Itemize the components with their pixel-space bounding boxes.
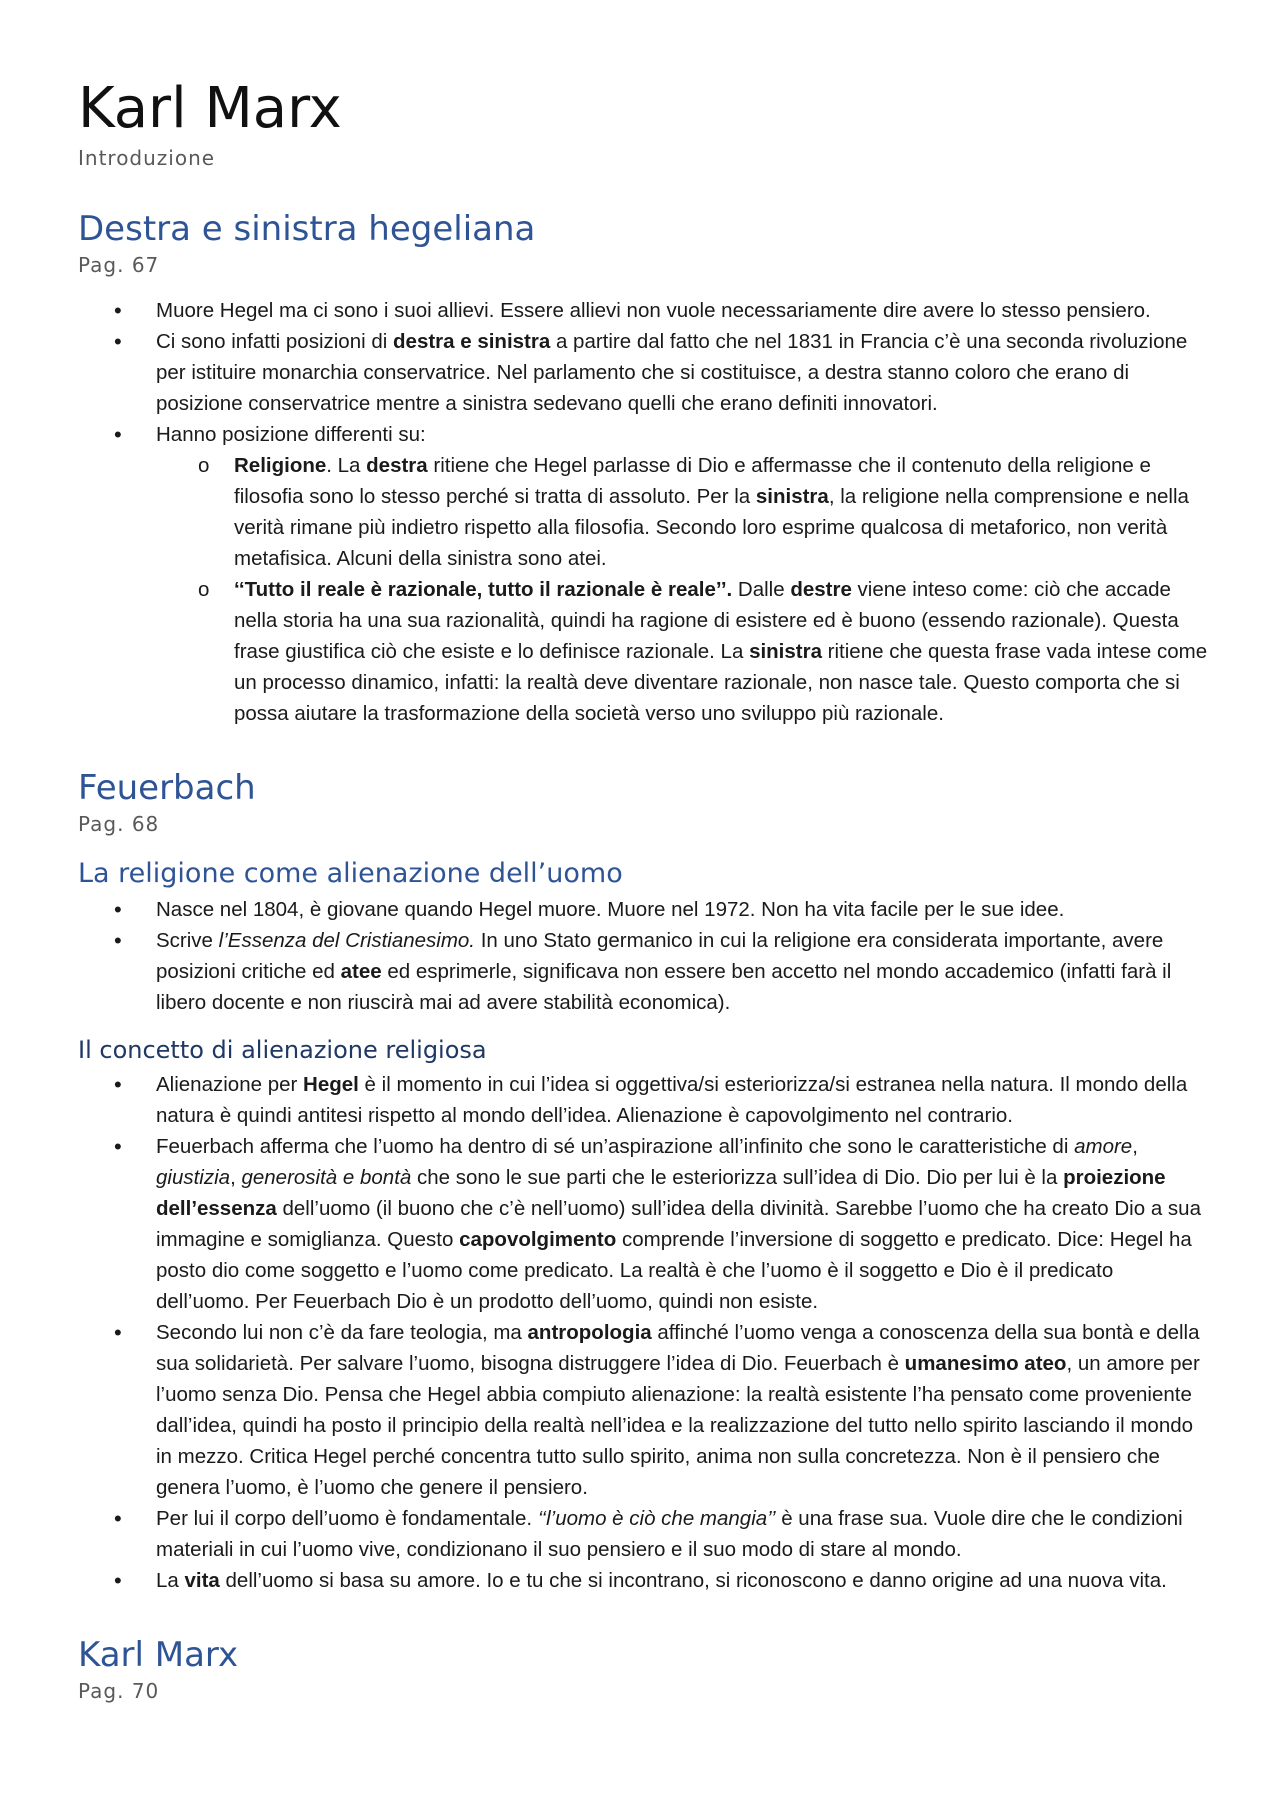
document-subtitle: Introduzione [78,145,216,170]
list-item: • Per lui il corpo dell’uomo è fondamentale. ‘‘l’uomo è ciò che mangia’’ è una frase sua. Vuole dire che le condizioni materiali in cui l’uomo vive, condizionano il suo pensiero e il suo modo di stare al mondo. [78,1503,1208,1565]
list-item: • Scrive l’Essenza del Cristianesimo. In uno Stato germanico in cui la religione era considerata importante, avere posizioni critiche ed atee ed esprimerle, significava non essere ben accetto nel mondo accademico (infatti farà il libero docente e non riuscirà mai ad avere stabilità economica). [78,925,1208,1018]
list-item: • Alienazione per Hegel è il momento in cui l’idea si oggettiva/si esteriorizza/si estranea nella natura. Il mondo della natura è quindi antitesi rispetto al mondo dell’idea. Alienazione è capovolgimento nel contrario. [78,1069,1208,1131]
bullet-list [78,295,1208,729]
list-item: • Secondo lui non c’è da fare teologia, ma antropologia affinché l’uomo venga a conoscenza della sua bontà e della sua solidarietà. Per salvare l’uomo, bisogna distruggere l’idea di Dio. Feuerbach è umanesimo ateo, un amore per l’uomo senza Dio. Pensa che Hegel abbia compiuto alienazione: la realtà esistente l’ha pensato come proveniente dall’idea, quindi ha posto il principio della realtà nell’idea e la realizzazione del tutto nello spirito lasciando il mondo in mezzo. Critica Hegel perché concentra tutto sullo spirito, anima non sulla concretezza. Non è il pensiero che genera l’uomo, è l’uomo che genere il pensiero. [78,1317,1208,1503]
document-title: Karl Marx [78,76,342,141]
heading-destra-sinistra: Destra e sinistra hegeliana [78,208,536,249]
page-reference: Pag. 67 [78,252,160,277]
list-item: • Nasce nel 1804, è giovane quando Hegel muore. Muore nel 1972. Non ha vita facile per le sue idee. [78,894,1208,925]
heading-religione-alienazione: La religione come alienazione dell’uomo [78,857,623,889]
list-item: • Feuerbach afferma che l’uomo ha dentro di sé un’aspirazione all’infinito che sono le caratteristiche di amore, giustizia, generosità e bontà che sono le sue parti che le esteriorizza sull’idea di Dio. Dio per lui è la proiezione dell’essenza dell’uomo (il buono che c’è nell’uomo) sull’idea della divinità. Sarebbe l’uomo che ha creato Dio a sua immagine e somiglianza. Questo capovolgimento comprende l’inversione di soggetto e predicato. Dice: Hegel ha posto dio come soggetto e l’uomo come predicato. La realtà è che l’uomo è il soggetto e Dio è il predicato dell’uomo. Per Feuerbach Dio è un prodotto dell’uomo, quindi non esiste. [78,1131,1208,1317]
sub-list [156,450,1208,729]
list-item: • Muore Hegel ma ci sono i suoi allievi. Essere allievi non vuole necessariamente dire avere lo stesso pensiero. [78,295,1208,326]
list-item: • La vita dell’uomo si basa su amore. Io e tu che si incontrano, si riconoscono e danno origine ad una nuova vita. [78,1565,1208,1596]
sub-list-item: o ‘‘Tutto il reale è razionale, tutto il razionale è reale’’. Dalle destre viene inteso come: ciò che accade nella storia ha una sua razionalità, quindi ha ragione di esistere ed è buono (essendo razionale). Questa frase giustifica ciò che esiste e lo definisce razionale. La sinistra ritiene che questa frase vada intese come un processo dinamico, infatti: la realtà deve diventare razionale, non nasce tale. Questo comporta che si possa aiutare la trasformazione della società verso uno sviluppo più razionale. [156,574,1208,729]
page-reference: Pag. 68 [78,811,160,836]
page-reference: Pag. 70 [78,1679,160,1704]
sub-list-item: o Religione. La destra ritiene che Hegel parlasse di Dio e affermasse che il contenuto della religione e filosofia sono lo stesso perché si tratta di assoluto. Per la sinistra, la religione nella comprensione e nella verità rimane più indietro rispetto alla filosofia. Secondo loro esprime qualcosa di metaforico, non verità metafisica. Alcuni della sinistra sono atei. [156,450,1208,574]
list-item: • Hanno posizione differenti su: o Religione. La destra ritiene che Hegel parlasse di Dio e affermasse che il contenuto della religione e filosofia sono lo stesso perché si tratta di assoluto. Per la sinistra, la religione nella comprensione e nella verità rimane più indietro rispetto alla filosofia. Secondo loro esprime qualcosa di metaforico, non verità metafisica. Alcuni della sinistra sono atei. o ‘‘Tutto il reale è razionale, tutto il razionale è reale’’. Dalle destre viene inteso come: ciò che accade nella storia ha una sua razionalità, quindi ha ragione di esistere ed è buono (essendo razionale). Questa frase giustifica ciò che esiste e lo definisce razionale. La sinistra ritiene che questa frase vada intese come un processo dinamico, infatti: la realtà deve diventare razionale, non nasce tale. Questo comporta che si possa aiutare la trasformazione della società verso uno sviluppo più razionale. [78,419,1208,729]
heading-feuerbach: Feuerbach [78,767,256,808]
heading-karl-marx: Karl Marx [78,1634,239,1675]
bullet-list [78,894,1208,1018]
bullet-list [78,1069,1208,1596]
document-page [78,78,1208,1703]
list-item: • Ci sono infatti posizioni di destra e sinistra a partire dal fatto che nel 1831 in Francia c’è una seconda rivoluzione per istituire monarchia conservatrice. Nel parlamento che si costituisce, a destra stanno coloro che erano di posizione conservatrice mentre a sinistra sedevano quelli che erano definiti innovatori. [78,326,1208,419]
heading-concetto-alienazione: Il concetto di alienazione religiosa [78,1036,487,1065]
